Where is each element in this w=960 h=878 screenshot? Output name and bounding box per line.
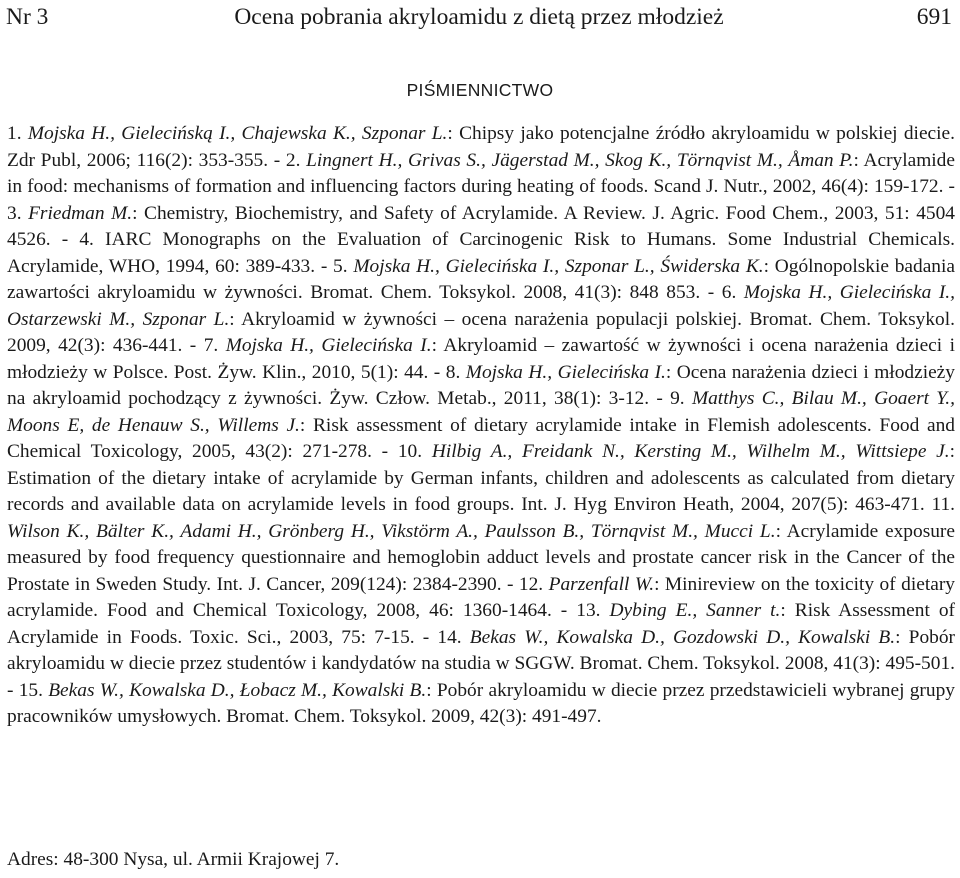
reference-text: : Risk Assessment of Acrylamide in Foods. Toxic. Sci., 2003, 75: 7-15. - 14. bbox=[7, 600, 955, 648]
reference-authors: Lingnert H., Grivas S., Jägerstad M., Skog K., Törnqvist M., Åman P. bbox=[306, 149, 854, 171]
reference-text: : Minireview on the toxicity of dietary acrylamide. Food and Chemical Toxicology, 2008, 46: 1360-1464. - 13. bbox=[7, 573, 955, 621]
reference-text: : Risk assessment of dietary acrylamide intake in Flemish adolescents. Food and Chemical Toxicology, 2005, 43(2): 271-278. - 10. bbox=[7, 414, 955, 462]
journal-number: Nr 3 bbox=[6, 4, 49, 30]
reference-authors: Mojska H., Gielecińską I., Chajewska K., Szponar L. bbox=[27, 123, 448, 144]
reference-text: : Ocena narażenia dzieci i młodzieży na akryloamid pochodzący z żywności. Żyw. Człow. Metab., 2011, 38(1): 3-12. - 9. bbox=[7, 361, 955, 409]
reference-authors: Mojska H., Gielecińska I., Szponar L., Świderska K. bbox=[353, 255, 764, 277]
reference-authors: Dybing E., Sanner t. bbox=[609, 600, 781, 621]
reference-authors: Wilson K., Bälter K., Adami H., Grönberg H., Vikstörm A., Paulsson B., Törnqvist M., Mucci L. bbox=[7, 520, 776, 542]
references-list bbox=[7, 121, 955, 731]
author-address: Adres: 48-300 Nysa, ul. Armii Krajowej 7. bbox=[7, 849, 340, 870]
reference-authors: Mojska H., Gielecińska I. bbox=[225, 335, 432, 356]
page-header bbox=[6, 2, 952, 36]
reference-authors: Bekas W., Kowalska D., Łobacz M., Kowalski B. bbox=[48, 679, 427, 701]
reference-text: : Estimation of the dietary intake of acrylamide by German infants, children and adolescents as calculated from dietary records and available data on acrylamide levels in food groups. Int. J. Hyg Environ Heath, 2004, 207(5): 463-471. 11. bbox=[7, 441, 955, 515]
reference-text: : Acrylamide in food: mechanisms of formation and influencing factors during heating of foods. Scand J. Nutr., 2002, 46(4): 159-172. - 3. bbox=[7, 149, 955, 224]
reference-authors: Mojska H., Gielecińska I. bbox=[465, 361, 666, 383]
reference-text: : Ogólnopolskie badania zawartości akryloamidu w żywności. Bromat. Chem. Toksykol. 2008, 41(3): 848 853. - 6. bbox=[7, 255, 955, 303]
reference-text: : Chipsy jako potencjalne źródło akryloamidu w polskiej diecie. Zdr Publ, 2006; 116(2): 353-355. - 2. bbox=[7, 123, 956, 171]
reference-text: : Akryloamid w żywności – ocena narażenia populacji polskiej. Bromat. Chem. Toksykol. 2009, 42(3): 436-441. - 7. bbox=[7, 308, 955, 356]
running-title: Ocena pobrania akryloamidu z dietą przez młodzież bbox=[234, 4, 724, 30]
reference-authors: Hilbig A., Freidank N., Kersting M., Wilhelm M., Wittsiepe J. bbox=[431, 441, 950, 462]
section-title: PIŚMIENNICTWO bbox=[406, 80, 554, 100]
reference-text: : Akryloamid – zawartość w żywności i ocena narażenia dzieci i młodzieży w Polsce. Post. Żyw. Klin., 2010, 5(1): 44. - 8. bbox=[7, 335, 956, 383]
reference-authors: Friedman M. bbox=[28, 202, 133, 224]
reference-text: 1. bbox=[7, 123, 28, 144]
reference-authors: Mojska H., Gielecińska I., Ostarzewski M., Szponar L. bbox=[7, 282, 955, 330]
reference-text: : Acrylamide exposure measured by food frequency questionnaire and hemoglobin adduct levels and prostate cancer risk in the Cancer of the Prostate in Sweden Study. Int. J. Cancer, 209(124): 2384-2390. - 12. bbox=[7, 520, 955, 595]
reference-text: : Chemistry, Biochemistry, and Safety of Acrylamide. A Review. J. Agric. Food Chem., 2003, 51: 4504 4526. - 4. IARC Monographs on the Evaluation of Carcinogenic Risk to Humans. Some Industrial Chemicals. Acrylamide, WHO, 1994, 60: 389-433. - 5. bbox=[7, 202, 955, 277]
reference-authors: Matthys C., Bilau M., Goaert Y., Moons E, de Henauw S., Willems J. bbox=[7, 388, 955, 436]
page-number: 691 bbox=[916, 4, 952, 30]
reference-authors: Bekas W., Kowalska D., Gozdowski D., Kowalski B. bbox=[469, 626, 896, 648]
reference-text: : Pobór akryloamidu w diecie przez studentów i kandydatów na studia w SGGW. Bromat. Chem. Toksykol. 2008, 41(3): 495-501. - 15. bbox=[7, 626, 955, 701]
reference-text: : Pobór akryloamidu w diecie przez przedstawicieli wybranej grupy pracowników umysłowych. Bromat. Chem. Toksykol. 2009, 42(3): 491-497. bbox=[7, 679, 955, 727]
reference-authors: Parzenfall W. bbox=[548, 573, 655, 595]
